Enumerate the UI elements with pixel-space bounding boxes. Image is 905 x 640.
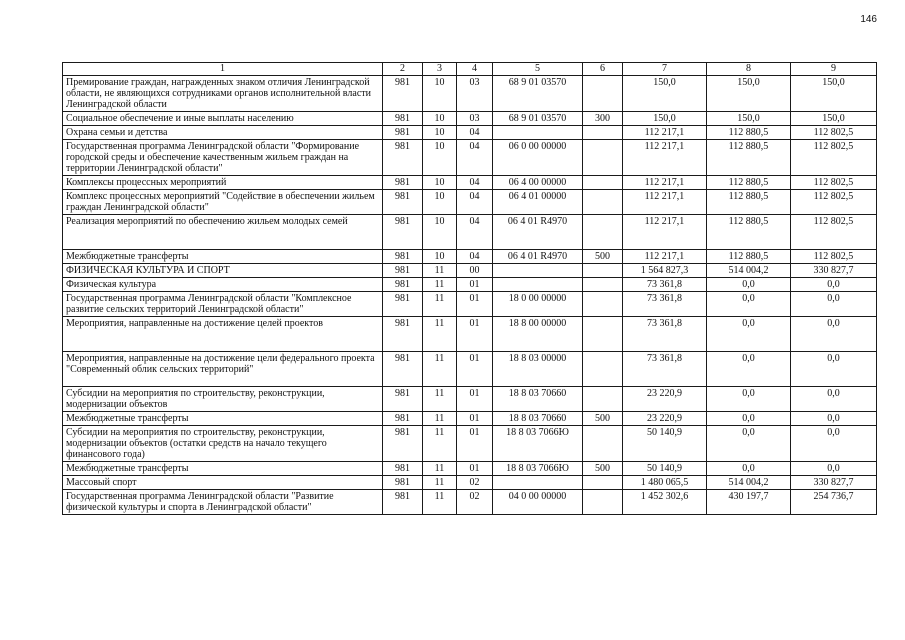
amount-cell: 0,0 [707, 426, 791, 462]
code-cell: 981 [383, 126, 423, 140]
amount-cell: 0,0 [791, 278, 877, 292]
code-cell: 981 [383, 490, 423, 515]
target-article-cell [493, 264, 583, 278]
target-article-cell: 06 4 00 00000 [493, 176, 583, 190]
row-name-cell: Мероприятия, направленные на достижение целей проектов [63, 317, 383, 352]
subsection-cell: 02 [457, 476, 493, 490]
amount-cell: 0,0 [707, 317, 791, 352]
code-cell: 981 [383, 250, 423, 264]
subsection-cell: 04 [457, 215, 493, 250]
amount-cell: 112 802,5 [791, 126, 877, 140]
subsection-cell: 04 [457, 250, 493, 264]
target-article-cell: 18 8 03 70660 [493, 387, 583, 412]
code-cell: 981 [383, 412, 423, 426]
amount-cell: 514 004,2 [707, 264, 791, 278]
amount-cell: 112 217,1 [623, 215, 707, 250]
code-cell: 981 [383, 215, 423, 250]
section-cell: 11 [423, 462, 457, 476]
row-name-cell: Социальное обеспечение и иные выплаты населению [63, 112, 383, 126]
code-cell: 981 [383, 176, 423, 190]
amount-cell: 330 827,7 [791, 476, 877, 490]
target-article-cell: 18 8 03 7066Ю [493, 426, 583, 462]
subsection-cell: 02 [457, 490, 493, 515]
amount-cell: 50 140,9 [623, 462, 707, 476]
code-cell: 981 [383, 352, 423, 387]
target-article-cell: 04 0 00 00000 [493, 490, 583, 515]
amount-cell: 0,0 [791, 462, 877, 476]
expense-type-cell [583, 278, 623, 292]
section-cell: 11 [423, 490, 457, 515]
subsection-cell: 03 [457, 76, 493, 112]
code-cell: 981 [383, 264, 423, 278]
target-article-cell: 06 4 01 R4970 [493, 215, 583, 250]
subsection-cell: 01 [457, 426, 493, 462]
amount-cell: 514 004,2 [707, 476, 791, 490]
amount-cell: 1 452 302,6 [623, 490, 707, 515]
expense-type-cell [583, 352, 623, 387]
row-name-cell: Реализация мероприятий по обеспечению жильем молодых семей [63, 215, 383, 250]
subsection-cell: 01 [457, 412, 493, 426]
target-article-cell: 18 8 03 7066Ю [493, 462, 583, 476]
table-header-row [63, 63, 877, 76]
section-cell: 10 [423, 140, 457, 176]
section-cell: 10 [423, 215, 457, 250]
expense-type-cell [583, 292, 623, 317]
amount-cell: 23 220,9 [623, 412, 707, 426]
code-cell: 981 [383, 462, 423, 476]
amount-cell: 0,0 [791, 426, 877, 462]
target-article-cell: 06 4 01 R4970 [493, 250, 583, 264]
subsection-cell: 01 [457, 278, 493, 292]
amount-cell: 112 217,1 [623, 140, 707, 176]
amount-cell: 0,0 [791, 317, 877, 352]
amount-cell: 112 880,5 [707, 140, 791, 176]
code-cell: 981 [383, 76, 423, 112]
amount-cell: 112 880,5 [707, 250, 791, 264]
target-article-cell [493, 476, 583, 490]
row-name-cell: Охрана семьи и детства [63, 126, 383, 140]
section-cell: 11 [423, 278, 457, 292]
row-name-cell: Массовый спорт [63, 476, 383, 490]
target-article-cell [493, 126, 583, 140]
table-body [63, 76, 877, 515]
table-row [63, 412, 877, 426]
subsection-cell: 04 [457, 140, 493, 176]
amount-cell: 73 361,8 [623, 278, 707, 292]
table-row [63, 387, 877, 412]
row-name-cell: Государственная программа Ленинградской области "Комплексное развитие сельских территорий Ленинградской области" [63, 292, 383, 317]
table-row [63, 76, 877, 112]
table-row [63, 140, 877, 176]
table-row [63, 215, 877, 250]
amount-cell: 0,0 [791, 292, 877, 317]
amount-cell: 112 802,5 [791, 250, 877, 264]
row-name-cell: Физическая культура [63, 278, 383, 292]
target-article-cell: 06 4 01 00000 [493, 190, 583, 215]
section-cell: 11 [423, 317, 457, 352]
amount-cell: 112 217,1 [623, 190, 707, 215]
amount-cell: 0,0 [791, 387, 877, 412]
amount-cell: 1 480 065,5 [623, 476, 707, 490]
target-article-cell: 68 9 01 03570 [493, 112, 583, 126]
expense-type-cell: 500 [583, 412, 623, 426]
amount-cell: 150,0 [623, 76, 707, 112]
expense-type-cell [583, 426, 623, 462]
table-row [63, 126, 877, 140]
amount-cell: 112 880,5 [707, 126, 791, 140]
expense-type-cell [583, 215, 623, 250]
amount-cell: 112 880,5 [707, 176, 791, 190]
subsection-cell: 01 [457, 462, 493, 476]
subsection-cell: 00 [457, 264, 493, 278]
row-name-cell: Комплексы процессных мероприятий [63, 176, 383, 190]
section-cell: 10 [423, 250, 457, 264]
amount-cell: 150,0 [791, 112, 877, 126]
section-cell: 11 [423, 387, 457, 412]
table-row [63, 317, 877, 352]
code-cell: 981 [383, 317, 423, 352]
amount-cell: 430 197,7 [707, 490, 791, 515]
subsection-cell: 03 [457, 112, 493, 126]
table-row [63, 292, 877, 317]
amount-cell: 112 217,1 [623, 176, 707, 190]
row-name-cell: Субсидии на мероприятия по строительству, реконструкции, модернизации объектов (остатки средств на начало текущего финансового года) [63, 426, 383, 462]
amount-cell: 0,0 [707, 412, 791, 426]
column-header: 5 [493, 63, 583, 76]
expense-type-cell: 300 [583, 112, 623, 126]
table-row [63, 476, 877, 490]
amount-cell: 112 217,1 [623, 126, 707, 140]
row-name-cell: Государственная программа Ленинградской области "Развитие физической культуры и спорта в Ленинградской области" [63, 490, 383, 515]
row-name-cell: Межбюджетные трансферты [63, 250, 383, 264]
column-header: 3 [423, 63, 457, 76]
amount-cell: 73 361,8 [623, 317, 707, 352]
subsection-cell: 04 [457, 126, 493, 140]
section-cell: 11 [423, 412, 457, 426]
amount-cell: 0,0 [707, 387, 791, 412]
table-row [63, 490, 877, 515]
code-cell: 981 [383, 140, 423, 176]
subsection-cell: 01 [457, 317, 493, 352]
section-cell: 10 [423, 112, 457, 126]
amount-cell: 0,0 [707, 278, 791, 292]
amount-cell: 150,0 [707, 76, 791, 112]
expense-type-cell [583, 264, 623, 278]
amount-cell: 112 802,5 [791, 190, 877, 215]
expense-type-cell [583, 476, 623, 490]
expense-type-cell [583, 387, 623, 412]
expense-type-cell [583, 76, 623, 112]
section-cell: 11 [423, 426, 457, 462]
amount-cell: 150,0 [623, 112, 707, 126]
column-header: 6 [583, 63, 623, 76]
budget-table [62, 62, 877, 515]
amount-cell: 73 361,8 [623, 292, 707, 317]
target-article-cell [493, 278, 583, 292]
section-cell: 10 [423, 76, 457, 112]
amount-cell: 0,0 [707, 292, 791, 317]
page-number: 146 [860, 14, 877, 25]
amount-cell: 150,0 [707, 112, 791, 126]
amount-cell: 0,0 [707, 462, 791, 476]
target-article-cell: 18 8 03 00000 [493, 352, 583, 387]
column-header: 9 [791, 63, 877, 76]
table-row [63, 426, 877, 462]
row-name-cell: Комплекс процессных мероприятий "Содействие в обеспечении жильем граждан Ленинградской области" [63, 190, 383, 215]
amount-cell: 0,0 [707, 352, 791, 387]
code-cell: 981 [383, 387, 423, 412]
amount-cell: 23 220,9 [623, 387, 707, 412]
column-header: 8 [707, 63, 791, 76]
amount-cell: 112 802,5 [791, 176, 877, 190]
section-cell: 10 [423, 126, 457, 140]
subsection-cell: 01 [457, 292, 493, 317]
amount-cell: 254 736,7 [791, 490, 877, 515]
amount-cell: 73 361,8 [623, 352, 707, 387]
row-name-cell: Субсидии на мероприятия по строительству, реконструкции, модернизации объектов [63, 387, 383, 412]
amount-cell: 112 880,5 [707, 215, 791, 250]
amount-cell: 112 802,5 [791, 140, 877, 176]
amount-cell: 0,0 [791, 412, 877, 426]
row-name-cell: Мероприятия, направленные на достижение цели федерального проекта "Современный облик сельских территорий" [63, 352, 383, 387]
table-row [63, 190, 877, 215]
section-cell: 10 [423, 190, 457, 215]
target-article-cell: 68 9 01 03570 [493, 76, 583, 112]
table-row [63, 462, 877, 476]
subsection-cell: 01 [457, 387, 493, 412]
subsection-cell: 01 [457, 352, 493, 387]
expense-type-cell: 500 [583, 250, 623, 264]
section-cell: 11 [423, 292, 457, 317]
section-cell: 11 [423, 476, 457, 490]
expense-type-cell: 500 [583, 462, 623, 476]
amount-cell: 112 802,5 [791, 215, 877, 250]
table-row [63, 250, 877, 264]
table-row [63, 112, 877, 126]
column-header: 1 [63, 63, 383, 76]
row-name-cell: ФИЗИЧЕСКАЯ КУЛЬТУРА И СПОРТ [63, 264, 383, 278]
row-name-cell: Премирование граждан, награжденных знаком отличия Ленинградской области, не являющихся сотрудниками органов исполнительной власти Ленинградской области [63, 76, 383, 112]
code-cell: 981 [383, 426, 423, 462]
table-row [63, 278, 877, 292]
expense-type-cell [583, 126, 623, 140]
row-name-cell: Межбюджетные трансферты [63, 462, 383, 476]
amount-cell: 330 827,7 [791, 264, 877, 278]
amount-cell: 1 564 827,3 [623, 264, 707, 278]
table-row [63, 264, 877, 278]
section-cell: 11 [423, 264, 457, 278]
code-cell: 981 [383, 112, 423, 126]
column-header: 7 [623, 63, 707, 76]
target-article-cell: 06 0 00 00000 [493, 140, 583, 176]
subsection-cell: 04 [457, 176, 493, 190]
expense-type-cell [583, 317, 623, 352]
amount-cell: 112 217,1 [623, 250, 707, 264]
target-article-cell: 18 8 03 70660 [493, 412, 583, 426]
expense-type-cell [583, 140, 623, 176]
expense-type-cell [583, 176, 623, 190]
row-name-cell: Государственная программа Ленинградской области "Формирование городской среды и обеспечение качественным жильем граждан на территории Ленинградской области" [63, 140, 383, 176]
table-row [63, 176, 877, 190]
amount-cell: 150,0 [791, 76, 877, 112]
section-cell: 11 [423, 352, 457, 387]
expense-type-cell [583, 190, 623, 215]
subsection-cell: 04 [457, 190, 493, 215]
code-cell: 981 [383, 190, 423, 215]
expense-type-cell [583, 490, 623, 515]
code-cell: 981 [383, 292, 423, 317]
amount-cell: 112 880,5 [707, 190, 791, 215]
column-header: 4 [457, 63, 493, 76]
code-cell: 981 [383, 476, 423, 490]
table-row [63, 352, 877, 387]
target-article-cell: 18 8 00 00000 [493, 317, 583, 352]
column-header: 2 [383, 63, 423, 76]
amount-cell: 50 140,9 [623, 426, 707, 462]
code-cell: 981 [383, 278, 423, 292]
amount-cell: 0,0 [791, 352, 877, 387]
row-name-cell: Межбюджетные трансферты [63, 412, 383, 426]
section-cell: 10 [423, 176, 457, 190]
target-article-cell: 18 0 00 00000 [493, 292, 583, 317]
